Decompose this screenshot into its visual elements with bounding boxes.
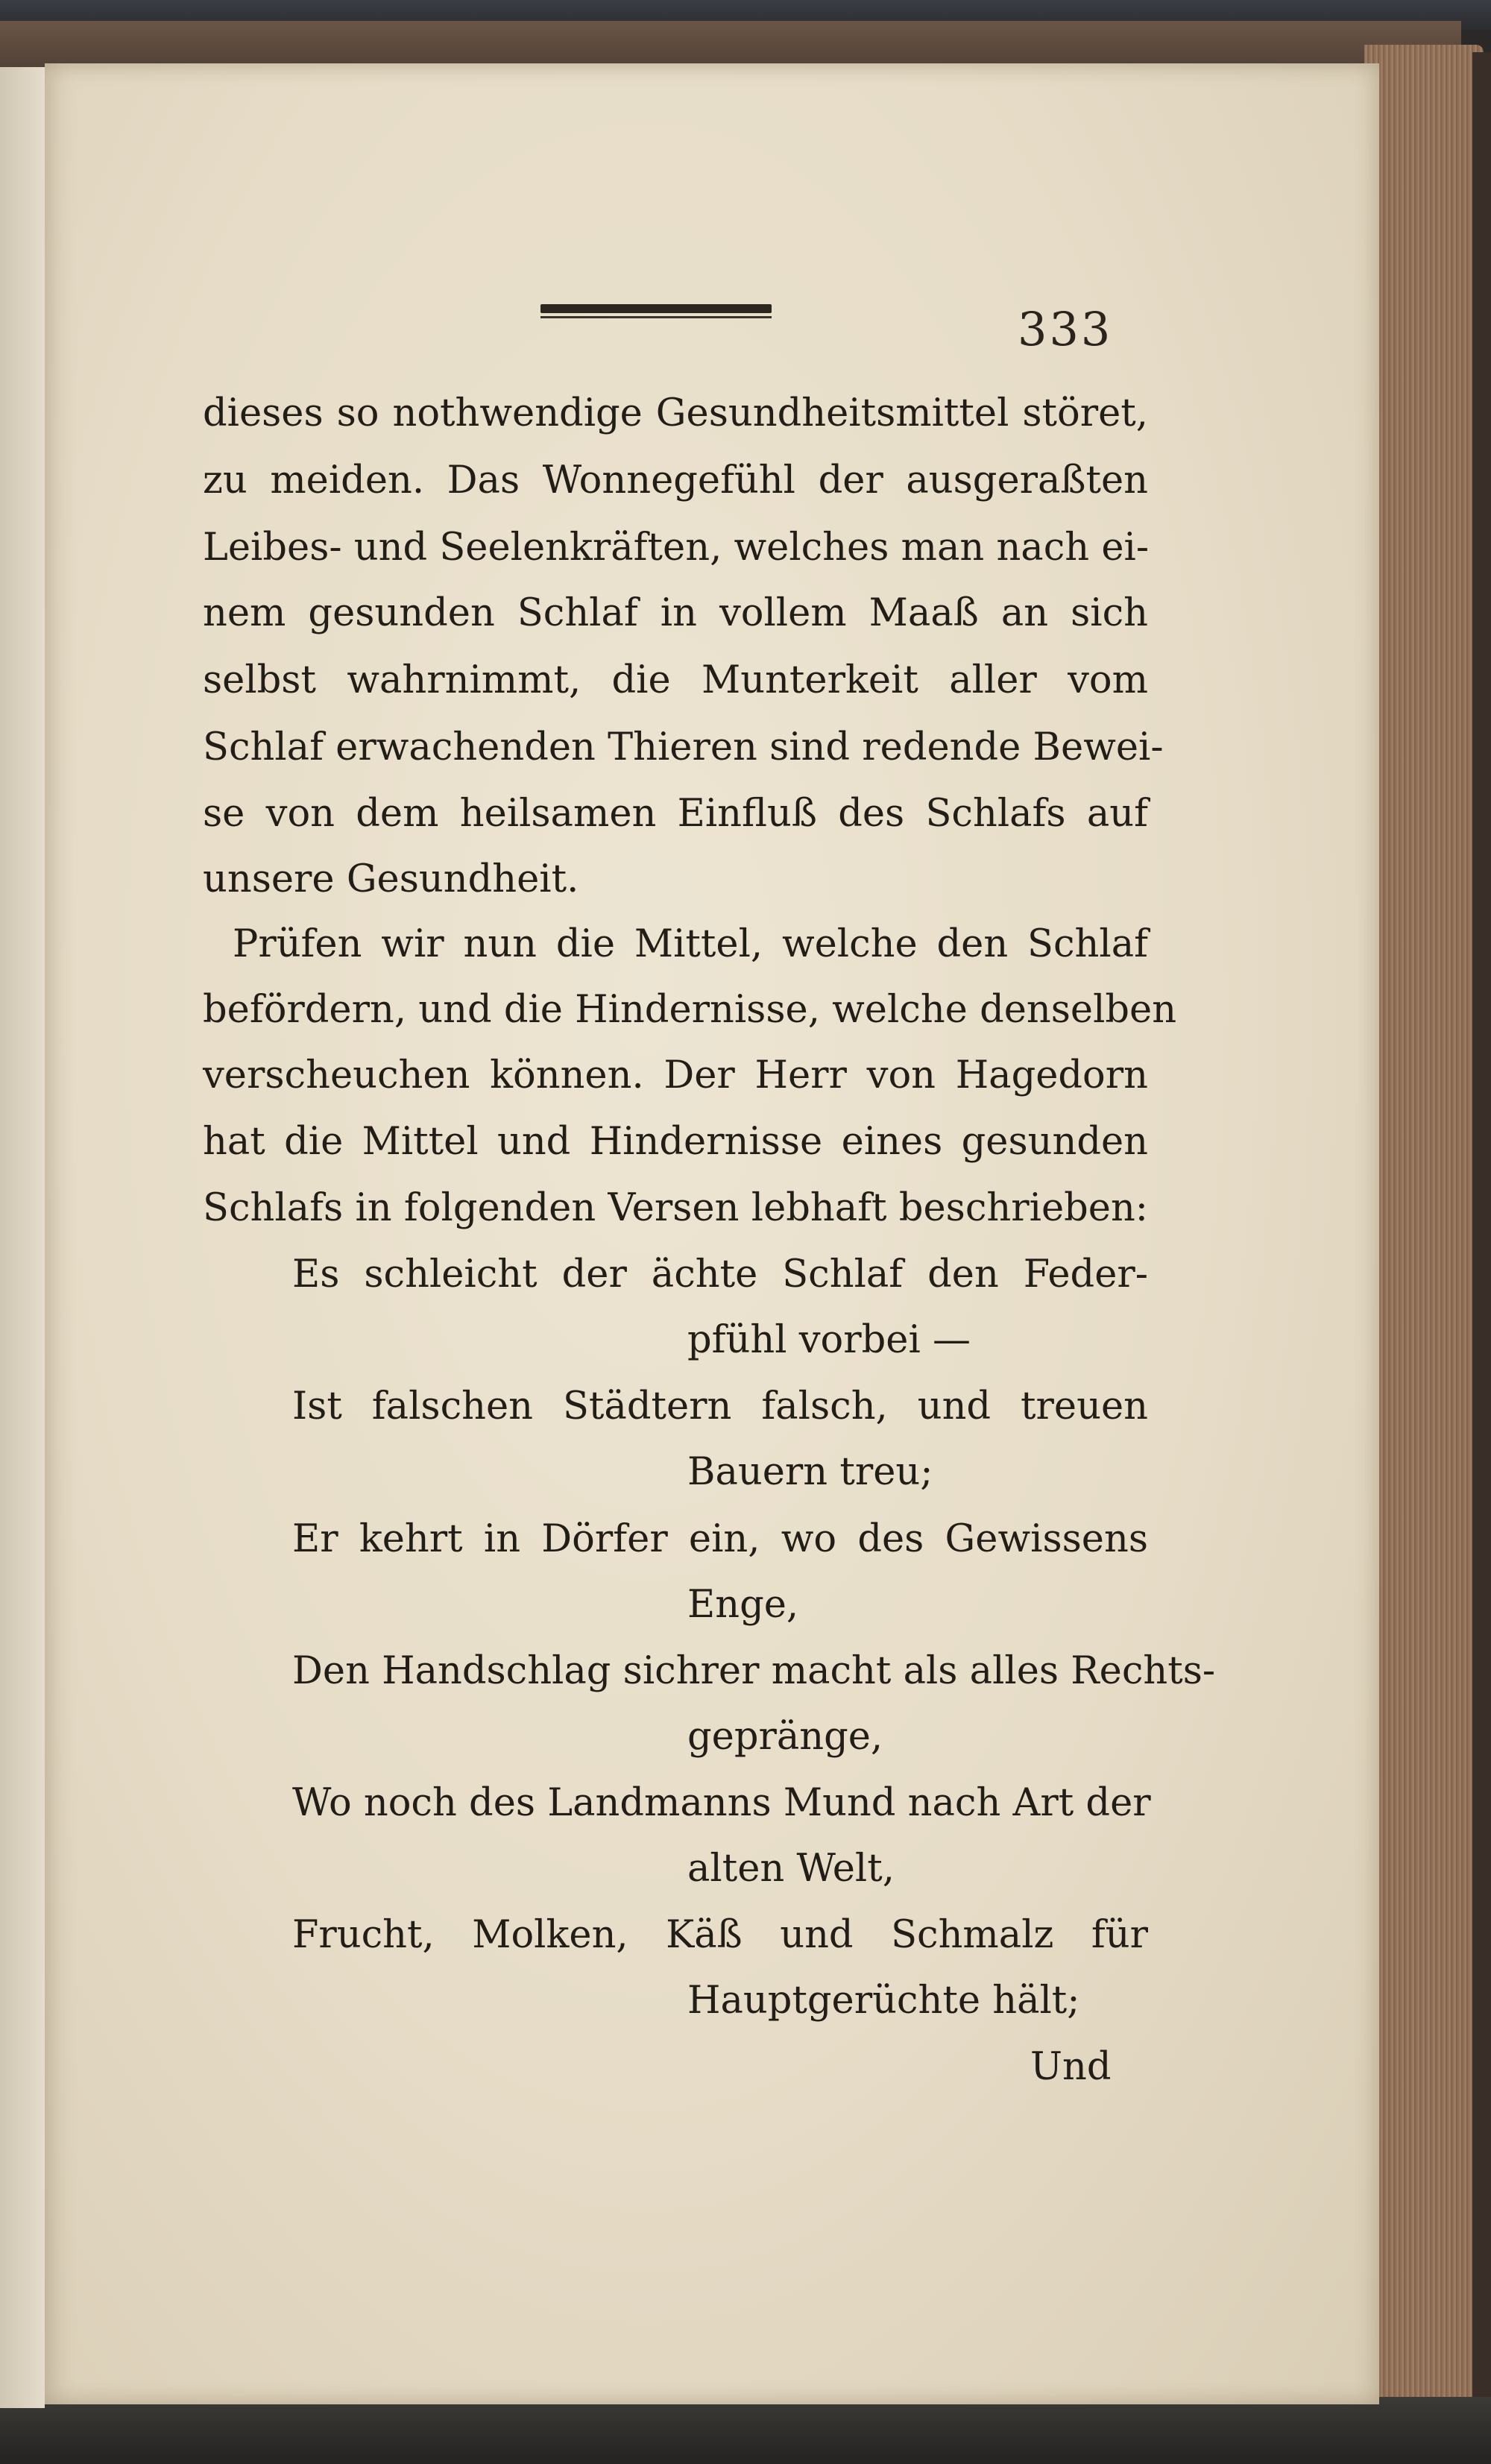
text-line: selbst wahrnimmt, die Munterkeit aller vom — [203, 658, 1148, 702]
page-number: 333 — [1018, 302, 1113, 356]
verse-line: Den Handschlag sichrer macht als alles Rechts- — [292, 1649, 1216, 1693]
verse-line: Frucht, Molken, Käß und Schmalz für — [292, 1913, 1148, 1957]
verse-continuation: Bauern treu; — [687, 1450, 933, 1494]
verse-line: Wo noch des Landmanns Mund nach Art der — [292, 1781, 1151, 1825]
text-line: dieses so nothwendige Gesundheitsmittel störet, — [203, 391, 1148, 435]
verse-continuation: Enge, — [687, 1583, 799, 1627]
text-line: verscheuchen können. Der Herr von Hagedorn — [203, 1053, 1148, 1097]
text-line: se von dem heilsamen Einfluß des Schlafs auf — [203, 792, 1148, 836]
text-line: hat die Mittel und Hindernisse eines gesunden — [203, 1120, 1148, 1164]
facing-page-edge — [0, 67, 45, 2408]
verse-continuation: gepränge, — [687, 1715, 883, 1759]
verse-continuation: pfühl vorbei — — [687, 1318, 971, 1362]
background-bottom — [0, 2397, 1491, 2464]
text-line: Schlafs in folgenden Versen lebhaft beschrieben: — [203, 1186, 1148, 1230]
text-line: zu meiden. Das Wonnegefühl der ausgeraßten — [203, 459, 1148, 502]
text-line: Leibes- und Seelenkräften, welches man nach ei- — [203, 526, 1150, 570]
text-line: unsere Gesundheit. — [203, 857, 579, 901]
text-line: befördern, und die Hindernisse, welche denselben — [203, 988, 1177, 1032]
rule-thin — [540, 316, 772, 318]
rule-thick — [540, 304, 772, 313]
verse-line: Ist falschen Städtern falsch, und treuen — [292, 1384, 1148, 1428]
page-stack — [1364, 45, 1484, 2404]
text-line: Prüfen wir nun die Mittel, welche den Schlaf — [233, 922, 1148, 966]
catchword: Und — [1030, 2045, 1112, 2089]
verse-continuation: alten Welt, — [687, 1847, 895, 1891]
verse-line: Es schleicht der ächte Schlaf den Feder- — [292, 1253, 1148, 1296]
verse-line: Er kehrt in Dörfer ein, wo des Gewissens — [292, 1517, 1148, 1561]
text-line: nem gesunden Schlaf in vollem Maaß an sich — [203, 591, 1148, 635]
text-line: Schlaf erwachenden Thieren sind redende Bewei- — [203, 725, 1164, 769]
verse-continuation: Hauptgerüchte hält; — [687, 1979, 1080, 2023]
page-stack-shadow — [1472, 52, 1491, 2401]
header-ornament-rule — [540, 300, 772, 322]
